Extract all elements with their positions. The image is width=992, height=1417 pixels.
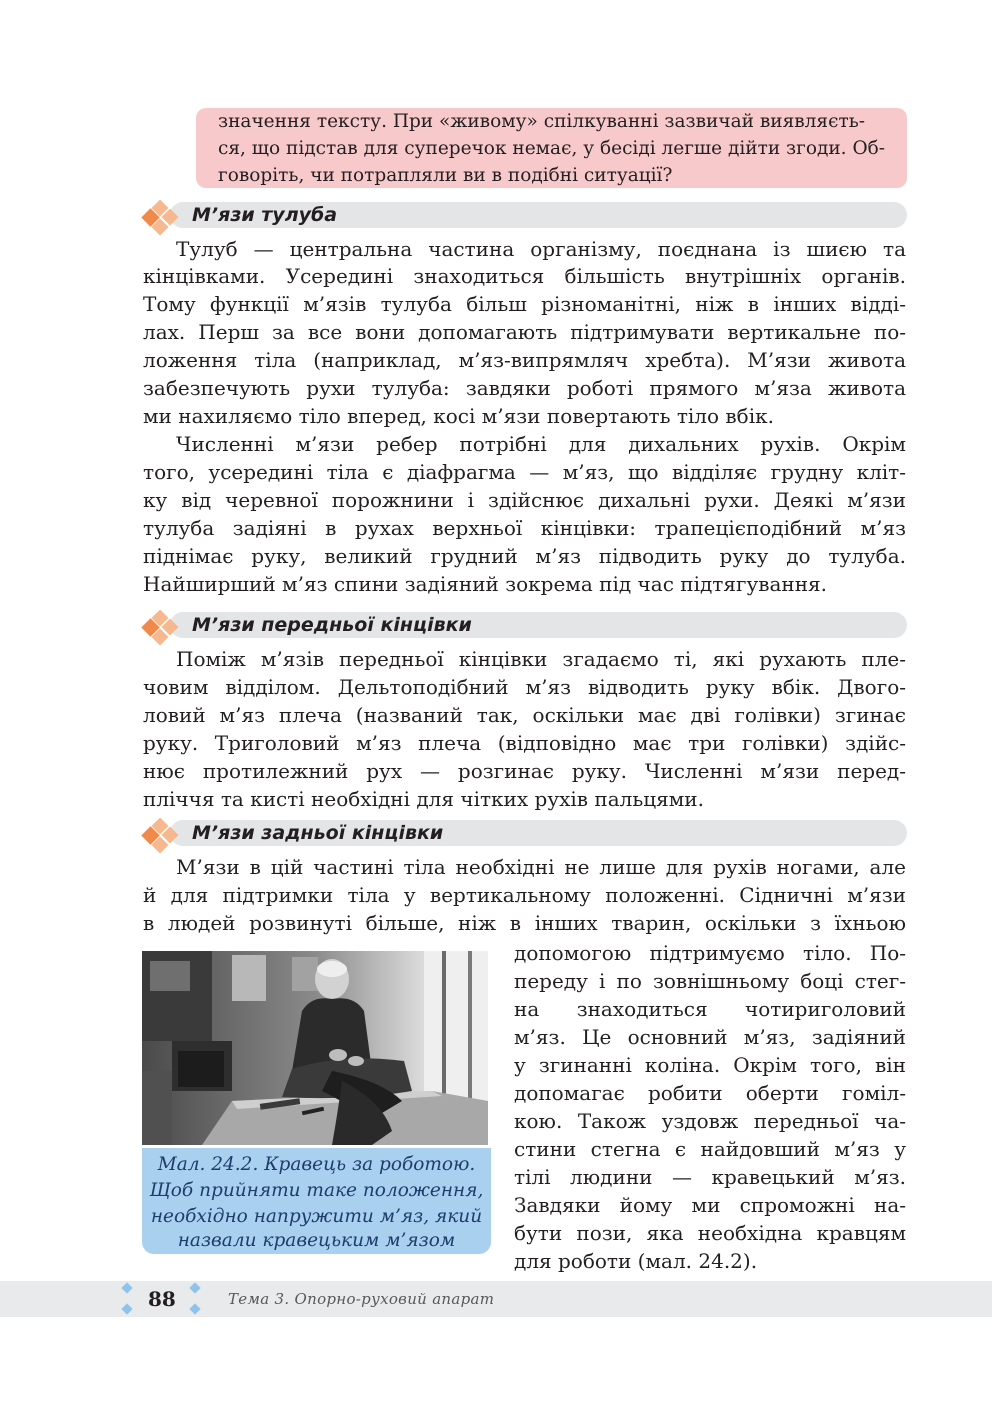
caption-line: Мал. 24.2. Кравець за роботою.	[157, 1154, 476, 1175]
body-line: піднімає руку, великий грудний м’яз підводить руку до тулуба.	[143, 544, 906, 568]
body-line: на знаходиться чотириголовий	[514, 997, 906, 1021]
page-footer	[0, 1281, 992, 1317]
discussion-line: ся, що підстав для суперечок немає, у бесіді легше дійти згоди. Об-	[218, 138, 885, 159]
body-line: м’яз. Це основний м’яз, задіяний	[514, 1025, 906, 1049]
diamond-bullet-icon	[140, 200, 184, 240]
section-heading-hindlimb	[140, 818, 907, 848]
diamond-decoration-icon	[118, 1281, 138, 1317]
body-line: кінцівками. Усередині знаходиться більшість внутрішніх органів.	[143, 264, 906, 288]
section-heading-trunk	[140, 200, 907, 230]
discussion-line: говоріть, чи потрапляли ви в подібні ситуації?	[218, 165, 673, 186]
body-line: Поміж м’язів передньої кінцівки згадаємо ті, які рухають пле-	[176, 647, 906, 671]
body-line: човим відділом. Дельтоподібний м’яз відводить руку вбік. Двого-	[143, 675, 906, 699]
body-line: допомогою підтримуємо тіло. По-	[514, 941, 906, 965]
body-line: тілі людини — кравецький м’яз.	[514, 1165, 906, 1189]
body-line: Тому функції м’язів тулуба більш різноманітні, ніж в інших відді-	[143, 292, 906, 316]
chapter-topic: Тема 3. Опорно-руховий апарат	[228, 1290, 495, 1308]
section-title: М’язи задньої кінцівки	[192, 822, 444, 844]
diamond-bullet-icon	[140, 818, 184, 858]
caption-line: Щоб прийняти таке положення,	[149, 1180, 484, 1201]
body-line: М’язи в цій частині тіла необхідні не лише для рухів ногами, але	[176, 855, 906, 879]
diamond-decoration-icon	[186, 1281, 206, 1317]
body-line: переду і по зовнішньому боці стег-	[514, 969, 906, 993]
section-heading-forelimb	[140, 610, 907, 640]
body-line: для роботи (мал. 24.2).	[514, 1249, 758, 1273]
body-line: забезпечують рухи тулуба: завдяки роботі прямого м’яза живота	[143, 376, 906, 400]
body-line: Тулуб — центральна частина організму, поєднана із шиєю та	[176, 237, 906, 261]
body-line: допомагає робити оберти гоміл-	[514, 1081, 906, 1105]
body-line: тулуба задіяні в рухах верхньої кінцівки: трапецієподібний м’яз	[143, 516, 906, 540]
body-line: Завдяки йому ми спроможні на-	[514, 1193, 906, 1217]
body-line: у згинанні коліна. Окрім того, він	[514, 1053, 906, 1077]
body-line: бути пози, яка необхідна кравцям	[514, 1221, 906, 1245]
discussion-box	[196, 108, 907, 188]
body-line: стини стегна є найдовший м’яз у	[514, 1137, 906, 1161]
body-line: в людей розвинуті більше, ніж в інших тварин, оскільки з їхньою	[143, 911, 906, 935]
body-line: ку від черевної порожнини і здійснює дихальні рухи. Деякі м’язи	[143, 488, 906, 512]
body-line: лах. Перш за все вони допомагають підтримувати вертикальне по-	[143, 320, 906, 344]
caption-line: назвали кравецьким м’язом	[177, 1230, 456, 1251]
body-line: пліччя та кисті необхідні для чітких рухів пальцями.	[143, 787, 704, 811]
body-line: Численні м’язи ребер потрібні для дихальних рухів. Окрім	[176, 432, 906, 456]
body-line: ложення тіла (наприклад, м’яз-випрямляч хребта). М’язи живота	[143, 348, 906, 372]
diamond-bullet-icon	[140, 610, 184, 650]
tailor-photo	[142, 951, 488, 1145]
body-line: Найширший м’яз спини задіяний зокрема під час підтягування.	[143, 572, 828, 596]
body-line: ловий м’яз плеча (названий так, оскільки має дві голівки) згинає	[143, 703, 906, 727]
body-line: того, усередині тіла є діафрагма — м’яз, що відділяє грудну кліт-	[143, 460, 906, 484]
body-line: кою. Також уздовж передньої ча-	[514, 1109, 906, 1133]
section-title: М’язи тулуба	[192, 204, 338, 226]
caption-line: необхідно напружити м’яз, який	[150, 1206, 483, 1227]
discussion-line: значення тексту. При «живому» спілкуванні зазвичай виявляєть-	[218, 111, 866, 132]
body-line: нює протилежний рух — розгинає руку. Численні м’язи перед-	[143, 759, 906, 783]
section-title: М’язи передньої кінцівки	[192, 614, 472, 636]
body-line: руку. Триголовий м’яз плеча (відповідно має три голівки) здійс-	[143, 731, 906, 755]
figure-caption	[142, 1148, 491, 1254]
page-number: 88	[148, 1287, 176, 1311]
body-line: й для підтримки тіла у вертикальному положенні. Сідничні м’язи	[143, 883, 906, 907]
body-line: ми нахиляємо тіло вперед, косі м’язи повертають тіло вбік.	[143, 404, 774, 428]
